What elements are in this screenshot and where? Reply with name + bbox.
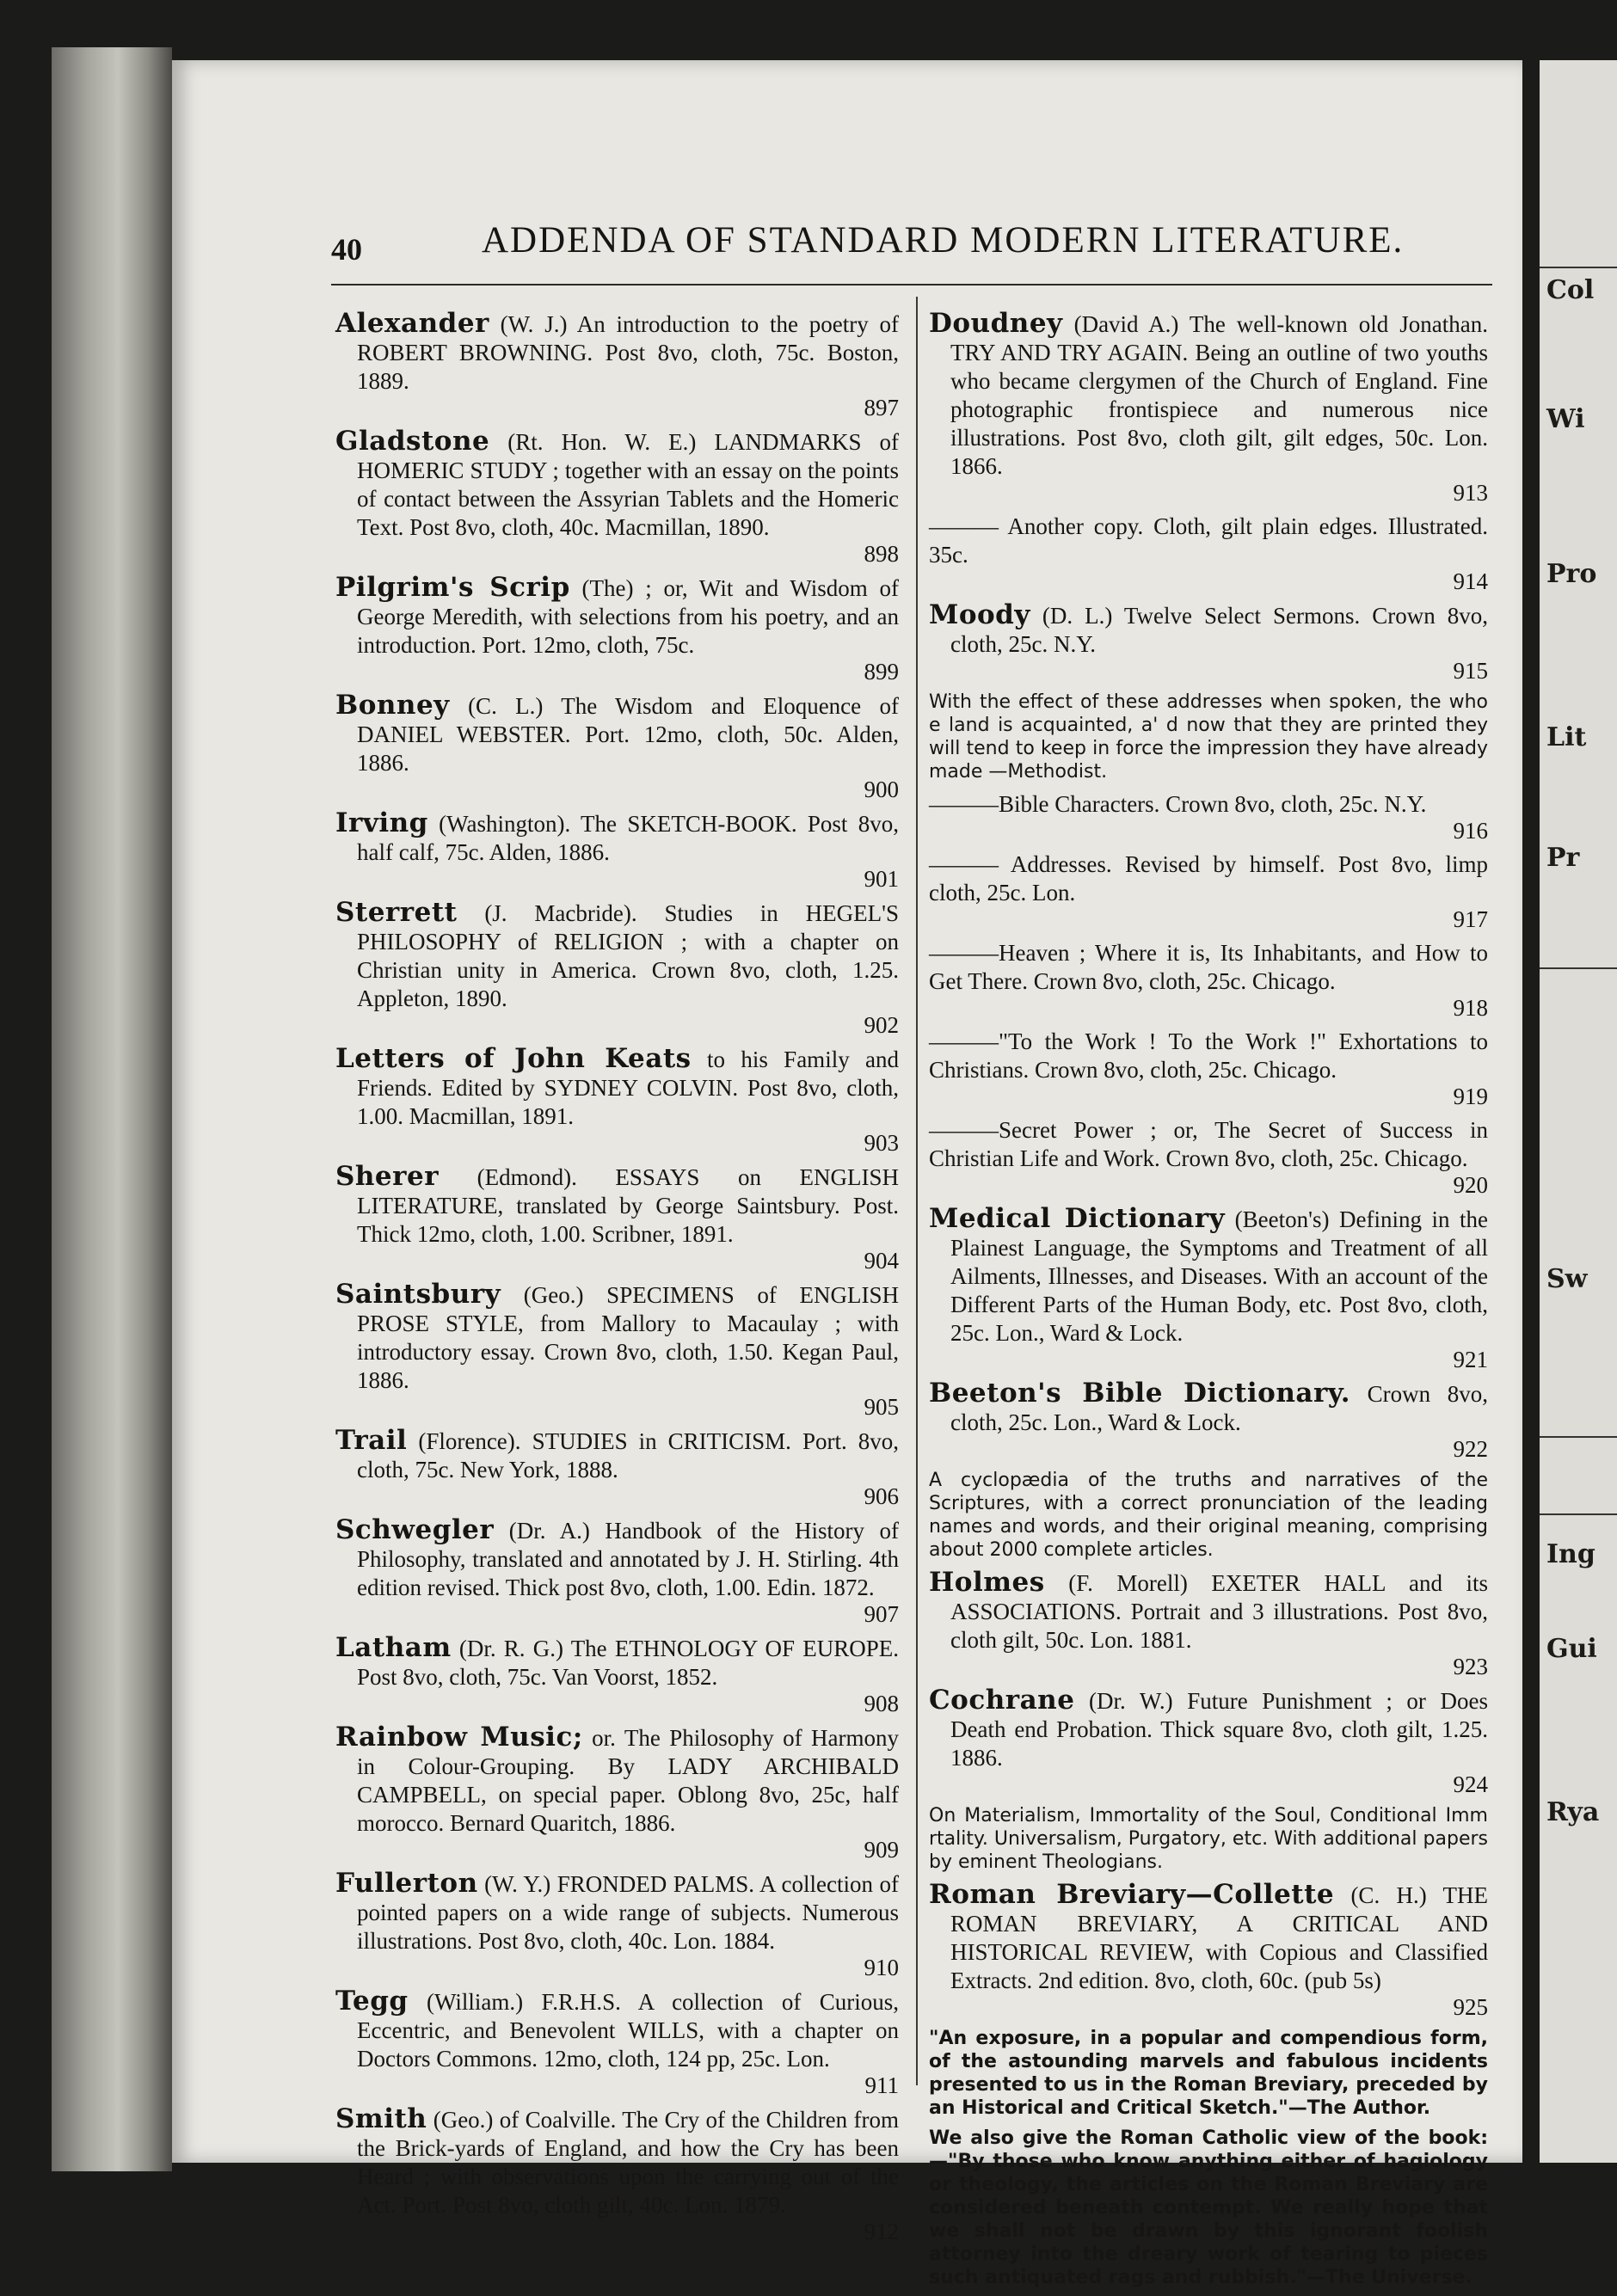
entry-heading: Roman Breviary—Collette [929, 1879, 1335, 1910]
entry-text: (Geo.) SPECIMENS of ENGLISH PROSE STYLE, from Mallory to Macaulay ; with introductory essay. Crown 8vo, cloth, 1.50. Kegan Paul, 1886. [357, 1282, 900, 1393]
fragment: Sw [1546, 1264, 1588, 1294]
entry-number: 911 [864, 2072, 899, 2098]
entry-text: (Dr. A.) Handbook of the History of Philosophy, translated and annotated by J. H. Stirling. 4th edition revised. Thick post 8vo, cloth, 1.00. Edin. 1872. [357, 1518, 899, 1600]
catalog-entry [335, 1427, 899, 1511]
entry-text: (Geo.) of Coalville. The Cry of the Children from the Brick-yards of England, and how the Cry has been Heard ; with observations upon the carrying out of the Act. Port. Post 8vo, cloth gilt, 40c. Lon. 1879. [357, 2107, 900, 2218]
entry-heading: Letters of John Keats [335, 1043, 692, 1074]
catalog-entry [335, 1516, 899, 1629]
entry-heading: Sherer [335, 1161, 440, 1192]
fragment-rule [1540, 267, 1617, 268]
entry-heading: Latham [335, 1632, 452, 1663]
entry-text: ———Secret Power ; or, The Secret of Success in Christian Life and Work. Crown 8vo, cloth, 25c. Chicago. [929, 1117, 1488, 1171]
entry-annotation: "An exposure, in a popular and compendious form, of the astounding marvels and fabulous incidents presented to us in the Roman Breviary, preceded by an Historical and Critical Sketch."—The Author. [929, 2028, 1488, 2119]
entry-annotation: We also give the Roman Catholic view of the book: —"By those who know anything either of hagiology or theology, the articles on the Roman Breviary are considered beneath contempt. We really hope that we shall not be drawn by this ignorant foolish attorney into the dreary work of tearing to pieces such antiquated rags and rubbish."—The Universe. [929, 2127, 1488, 2288]
entry-number: 921 [1453, 1347, 1488, 1372]
entry-number: 905 [864, 1394, 899, 1420]
entry-number: 908 [864, 1691, 899, 1716]
fragment: Gui [1546, 1634, 1597, 1664]
fragment: Lit [1546, 722, 1587, 752]
catalog-entry [929, 850, 1488, 934]
catalog-entry [335, 1634, 899, 1718]
entry-text: (The) ; or, Wit and Wisdom of George Meredith, with selections from his poetry, and an introduction. Port. 12mo, cloth, 75c. [357, 575, 900, 658]
entry-number: 907 [864, 1601, 899, 1627]
entry-number: 917 [1453, 906, 1488, 932]
catalog-entry [929, 1379, 1488, 1464]
entry-text: to his Family and Friends. Edited by SYDNEY COLVIN. Post 8vo, cloth, 1.00. Macmillan, 1891. [357, 1047, 900, 1129]
entry-text: (Washington). The SKETCH-BOOK. Post 8vo, half calf, 75c. Alden, 1886. [357, 811, 899, 865]
entry-heading: Tegg [335, 1986, 409, 2017]
entry-text: (David A.) The well-known old Jonathan. TRY AND TRY AGAIN. Being an outline of two youths who became clergymen of the Church of England. Fine photographic frontispiece and numerous nice illustrations. Post 8vo, cloth gilt, gilt edges, 50c. Lon. 1866. [950, 311, 1489, 479]
catalog-entry [929, 601, 1488, 685]
entry-heading: Smith [335, 2103, 427, 2134]
catalog-entry [335, 427, 899, 568]
entry-number: 925 [1453, 1994, 1488, 2020]
page-edges [52, 47, 172, 2171]
fragment-rule [1540, 967, 1617, 969]
catalog-entry [335, 1045, 899, 1157]
entry-text: (Florence). STUDIES in CRITICISM. Port. 8vo, cloth, 75c. New York, 1888. [357, 1428, 900, 1483]
fragment: Rya [1546, 1797, 1600, 1827]
entry-text: or. The Philosophy of Harmony in Colour-Grouping. By LADY ARCHIBALD CAMPBELL, on special paper. Oblong 8vo, 25c, half morocco. Bernard Quaritch, 1886. [357, 1725, 900, 1836]
catalog-entry [335, 310, 899, 422]
entry-text: (C. H.) THE ROMAN BREVIARY, A CRITICAL AND HISTORICAL REVIEW, with Copious and Classified Extracts. 2nd edition. 8vo, cloth, 60c. (pub 5s) [950, 1882, 1488, 1993]
entry-text: (Beeton's) Defining in the Plainest Language, the Symptoms and Treatment of all Ailments, Illnesses, and Diseases. With an account of the Different Parts of the Human Body, etc. Post 8vo, cloth, 25c. Lon., Ward & Lock. [950, 1206, 1488, 1346]
catalog-entry [335, 691, 899, 804]
entry-text: Crown 8vo, cloth, 25c. Lon., Ward & Lock. [950, 1381, 1488, 1435]
entry-heading: Schwegler [335, 1514, 495, 1545]
entry-text: (William.) F.R.H.S. A collection of Curious, Eccentric, and Benevolent WILLS, with a chapter on Doctors Commons. 12mo, cloth, 124 pp, 25c. Lon. [357, 1989, 900, 2072]
entry-heading: Doudney [929, 308, 1063, 339]
entry-heading: Gladstone [335, 426, 490, 457]
entry-heading: Bonney [335, 690, 450, 721]
entry-text: (Edmond). ESSAYS on ENGLISH LITERATURE, translated by George Saintsbury. Post. Thick 12mo, cloth, 1.00. Scribner, 1891. [357, 1164, 899, 1247]
entry-number: 906 [864, 1483, 899, 1509]
entry-text: ———Bible Characters. Crown 8vo, cloth, 25c. N.Y. [929, 791, 1427, 817]
catalog-entry [929, 1116, 1488, 1200]
catalog-entry [929, 513, 1488, 596]
catalog-entry [335, 1987, 899, 2100]
fragment: Ing [1546, 1539, 1595, 1569]
entry-number: 900 [864, 777, 899, 802]
entry-text: (Dr. R. G.) The ETHNOLOGY OF EUROPE. Post 8vo, cloth, 75c. Van Voorst, 1852. [357, 1636, 900, 1690]
entry-number: 909 [864, 1837, 899, 1863]
entry-heading: Alexander [335, 308, 489, 339]
entry-number: 904 [864, 1248, 899, 1274]
entry-text: (J. Macbride). Studies in HEGEL'S PHILOSOPHY of RELIGION ; with a chapter on Christian unity in America. Crown 8vo, cloth, 1.25. Appleton, 1890. [357, 900, 899, 1011]
entry-number: 902 [864, 1012, 899, 1038]
entry-heading: Rainbow Music; [335, 1722, 583, 1753]
catalog-entry [335, 574, 899, 686]
entry-number: 919 [1453, 1084, 1488, 1109]
catalog-entry [929, 1569, 1488, 1681]
entry-heading: Saintsbury [335, 1279, 501, 1310]
running-head [331, 219, 1492, 279]
entry-heading: Fullerton [335, 1868, 478, 1899]
entry-number: 923 [1453, 1654, 1488, 1679]
entry-number: 898 [864, 541, 899, 567]
entry-number: 901 [864, 866, 899, 892]
fragment: Col [1546, 275, 1595, 305]
catalog-entry [929, 1686, 1488, 1799]
entry-number: 918 [1453, 995, 1488, 1021]
entry-heading: Pilgrim's Scrip [335, 572, 570, 603]
entry-text: ——— Addresses. Revised by himself. Post 8vo, limp cloth, 25c. Lon. [929, 851, 1488, 906]
entry-text: (Dr. W.) Future Punishment ; or Does Death end Probation. Thick square 8vo, cloth gilt, 1.25. 1886. [950, 1688, 1488, 1771]
catalog-entry [335, 1163, 899, 1275]
entry-number: 914 [1453, 568, 1488, 594]
catalog-entry [335, 1723, 899, 1864]
catalog-entry [929, 310, 1488, 507]
right-column [929, 310, 1488, 2296]
entry-number: 916 [1453, 818, 1488, 844]
column-divider [916, 297, 918, 2085]
entry-number: 915 [1453, 658, 1488, 684]
page-title: ADDENDA OF STANDARD MODERN LITERATURE. [482, 220, 1405, 261]
entry-heading: Sterrett [335, 897, 458, 928]
entry-heading: Medical Dictionary [929, 1203, 1226, 1234]
head-rule [331, 284, 1492, 285]
catalog-entry [929, 1205, 1488, 1374]
fragment-rule [1540, 1436, 1617, 1438]
catalog-entry [929, 1028, 1488, 1111]
catalog-entry [335, 899, 899, 1040]
entry-text: (Rt. Hon. W. E.) LANDMARKS of HOMERIC STUDY ; together with an essay on the points of contact between the Assyrian Tablets and the Homeric Text. Post 8vo, cloth, 40c. Macmillan, 1890. [357, 429, 899, 540]
catalog-entry [335, 1280, 899, 1421]
fragment: Pro [1546, 559, 1597, 589]
catalog-entry [335, 809, 899, 893]
entry-text: ——— Another copy. Cloth, gilt plain edges. Illustrated. 35c. [929, 513, 1488, 568]
entry-heading: Trail [335, 1425, 408, 1456]
fragment-rule [1540, 1513, 1617, 1515]
entry-text: ———Heaven ; Where it is, Its Inhabitants, and How to Get There. Crown 8vo, cloth, 25c. Chicago. [929, 940, 1488, 994]
fragment: Pr [1546, 843, 1580, 873]
page-number: 40 [331, 232, 362, 267]
entry-annotation: A cyclopædia of the truths and narratives of the Scriptures, with a correct pronunciation of the leading names and words, and their original meaning, comprising about 2000 complete articles. [929, 1470, 1488, 1561]
entry-text: (C. L.) The Wisdom and Eloquence of DANIEL WEBSTER. Port. 12mo, cloth, 50c. Alden, 1886. [357, 693, 899, 776]
entry-text: (W. Y.) FRONDED PALMS. A collection of pointed papers on a wide range of subjects. Numerous illustrations. Post 8vo, cloth, 40c. Lon. 1884. [357, 1871, 899, 1954]
entry-heading: Moody [929, 599, 1030, 630]
entry-number: 897 [864, 395, 899, 421]
entry-text: (W. J.) An introduction to the poetry of ROBERT BROWNING. Post 8vo, cloth, 75c. Boston, 1889. [357, 311, 899, 394]
entry-number: 910 [864, 1955, 899, 1980]
entry-number: 903 [864, 1130, 899, 1156]
catalog-entry [929, 939, 1488, 1022]
adjacent-page-fragment [1540, 60, 1617, 2163]
entry-heading: Irving [335, 807, 428, 838]
entry-heading: Cochrane [929, 1685, 1075, 1716]
entry-annotation: On Materialism, Immortality of the Soul, Conditional Imm rtality. Universalism, Purgatory, etc. With additional papers by eminent Theologians. [929, 1805, 1488, 1873]
entry-annotation: With the effect of these addresses when spoken, the who e land is acquainted, a' d now that they are printed they will tend to keep in force the impression they have already made —Methodist. [929, 691, 1488, 783]
catalog-entry [929, 1881, 1488, 2022]
entry-number: 920 [1453, 1172, 1488, 1198]
entry-number: 912 [864, 2219, 899, 2244]
left-column [335, 310, 899, 2251]
catalog-entry [335, 1869, 899, 1982]
entry-heading: Holmes [929, 1567, 1045, 1598]
entry-text: (D. L.) Twelve Select Sermons. Crown 8vo, cloth, 25c. N.Y. [950, 603, 1488, 657]
catalog-entry [335, 2105, 899, 2246]
entry-number: 899 [864, 659, 899, 685]
entry-text: ———"To the Work ! To the Work !" Exhortations to Christians. Crown 8vo, cloth, 25c. Chicago. [929, 1028, 1488, 1083]
entry-number: 922 [1453, 1436, 1488, 1462]
catalog-entry [929, 790, 1488, 845]
fragment: Wi [1546, 404, 1585, 434]
entry-number: 924 [1453, 1771, 1488, 1797]
entry-heading: Beeton's Bible Dictionary. [929, 1378, 1351, 1409]
entry-number: 913 [1453, 480, 1488, 506]
entry-text: (F. Morell) EXETER HALL and its ASSOCIATIONS. Portrait and 3 illustrations. Post 8vo, cloth gilt, 50c. Lon. 1881. [950, 1570, 1489, 1653]
